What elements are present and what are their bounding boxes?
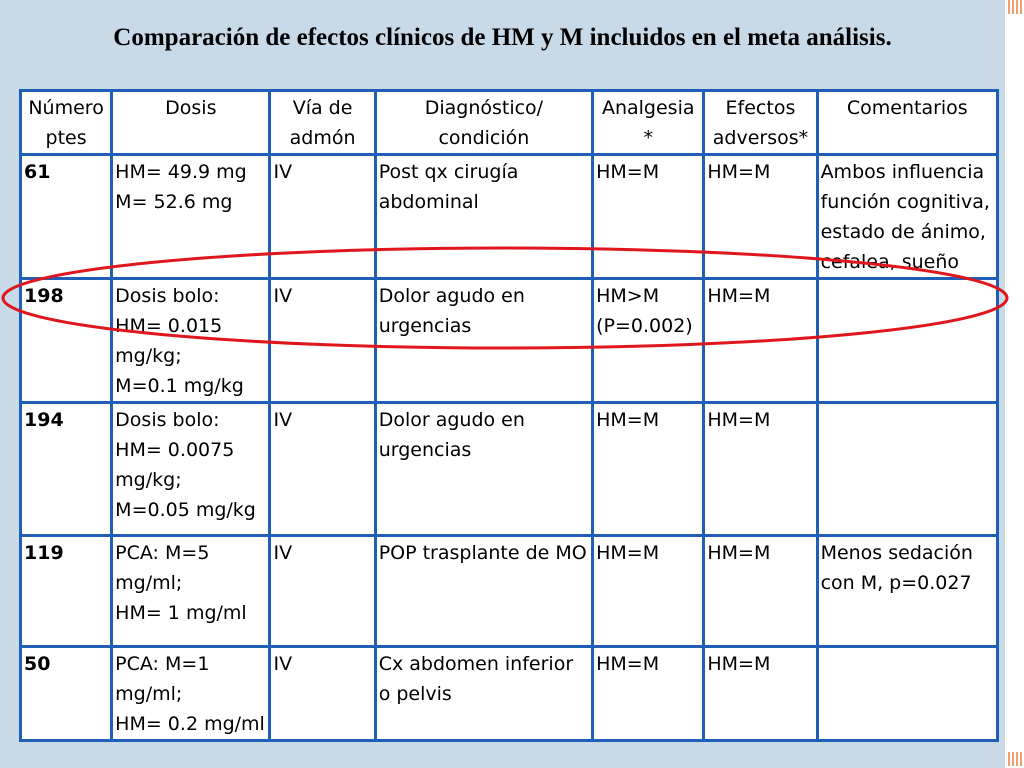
cell-via: IV — [270, 155, 375, 279]
dose-line: HM= 0.2 mg/ml — [115, 713, 265, 735]
cell-diagnostico: Cx abdomen inferior o pelvis — [375, 647, 592, 741]
analgesia-line: (P=0.002) — [596, 315, 693, 337]
cell-comentarios — [817, 279, 997, 403]
cell-dosis — [112, 536, 270, 647]
cell-efectos: HM=M — [704, 647, 817, 741]
header-analgesia: Analgesia * — [593, 91, 704, 155]
cell-dosis — [112, 403, 270, 536]
cell-comentarios — [817, 403, 997, 536]
cell-efectos: HM=M — [704, 403, 817, 536]
edge-decoration-bottom — [1008, 752, 1022, 766]
slide-title: Comparación de efectos clínicos de HM y M incluidos en el meta análisis. — [113, 24, 892, 51]
table-row — [21, 647, 998, 741]
dose-line: PCA: M=1 mg/ml; — [115, 653, 210, 705]
cell-analgesia: HM=M — [593, 647, 704, 741]
cell-numero: 50 — [21, 647, 112, 741]
table-header-row — [21, 91, 998, 155]
table-row-highlighted — [21, 279, 998, 403]
dose-line: HM= 1 mg/ml — [115, 602, 247, 624]
cell-via: IV — [270, 536, 375, 647]
cell-analgesia: HM=M — [593, 155, 704, 279]
cell-efectos: HM=M — [704, 536, 817, 647]
cell-diagnostico: Dolor agudo en urgencias — [375, 279, 592, 403]
table-row — [21, 403, 998, 536]
header-comentarios: Comentarios — [817, 91, 997, 155]
cell-efectos: HM=M — [704, 279, 817, 403]
cell-numero: 61 — [21, 155, 112, 279]
cell-analgesia: HM=M — [593, 403, 704, 536]
cell-via: IV — [270, 403, 375, 536]
cell-comentarios — [817, 647, 997, 741]
dose-line: HM= 49.9 mg — [115, 161, 247, 183]
dose-line: M=0.1 mg/kg — [115, 375, 244, 397]
header-efectos: Efectos adversos* — [704, 91, 817, 155]
cell-efectos: HM=M — [704, 155, 817, 279]
slide-edge-strip — [1005, 0, 1024, 768]
header-numero: Número ptes — [21, 91, 112, 155]
dose-line: Dosis bolo: — [115, 409, 220, 431]
dose-line: M=0.05 mg/kg — [115, 499, 256, 521]
cell-dosis — [112, 279, 270, 403]
dose-line: Dosis bolo: HM= 0.015 mg/kg; — [115, 285, 223, 367]
cell-diagnostico: Dolor agudo en urgencias — [375, 403, 592, 536]
dose-line: PCA: M=5 mg/ml; — [115, 542, 210, 594]
cell-diagnostico: POP trasplante de MO — [375, 536, 592, 647]
header-dosis: Dosis — [112, 91, 270, 155]
cell-analgesia: HM=M — [593, 536, 704, 647]
cell-dosis — [112, 155, 270, 279]
cell-diagnostico: Post qx cirugía abdominal — [375, 155, 592, 279]
cell-analgesia — [593, 279, 704, 403]
header-via: Vía de admón — [270, 91, 375, 155]
table-row — [21, 155, 998, 279]
cell-dosis — [112, 647, 270, 741]
table-row — [21, 536, 998, 647]
cell-comentarios: Menos sedación con M, p=0.027 — [817, 536, 997, 647]
cell-numero: 194 — [21, 403, 112, 536]
cell-comentarios: Ambos influencia función cognitiva, estado de ánimo, cefalea, sueño — [817, 155, 997, 279]
cell-numero: 198 — [21, 279, 112, 403]
cell-numero: 119 — [21, 536, 112, 647]
cell-via: IV — [270, 279, 375, 403]
analgesia-line: HM>M — [596, 285, 660, 307]
edge-decoration-top — [1008, 0, 1022, 14]
comparison-table — [19, 89, 999, 742]
dose-line: HM= 0.0075 mg/kg; — [115, 439, 235, 491]
cell-via: IV — [270, 647, 375, 741]
dose-line: M= 52.6 mg — [115, 191, 233, 213]
header-diagnostico: Diagnóstico/ condición — [375, 91, 592, 155]
